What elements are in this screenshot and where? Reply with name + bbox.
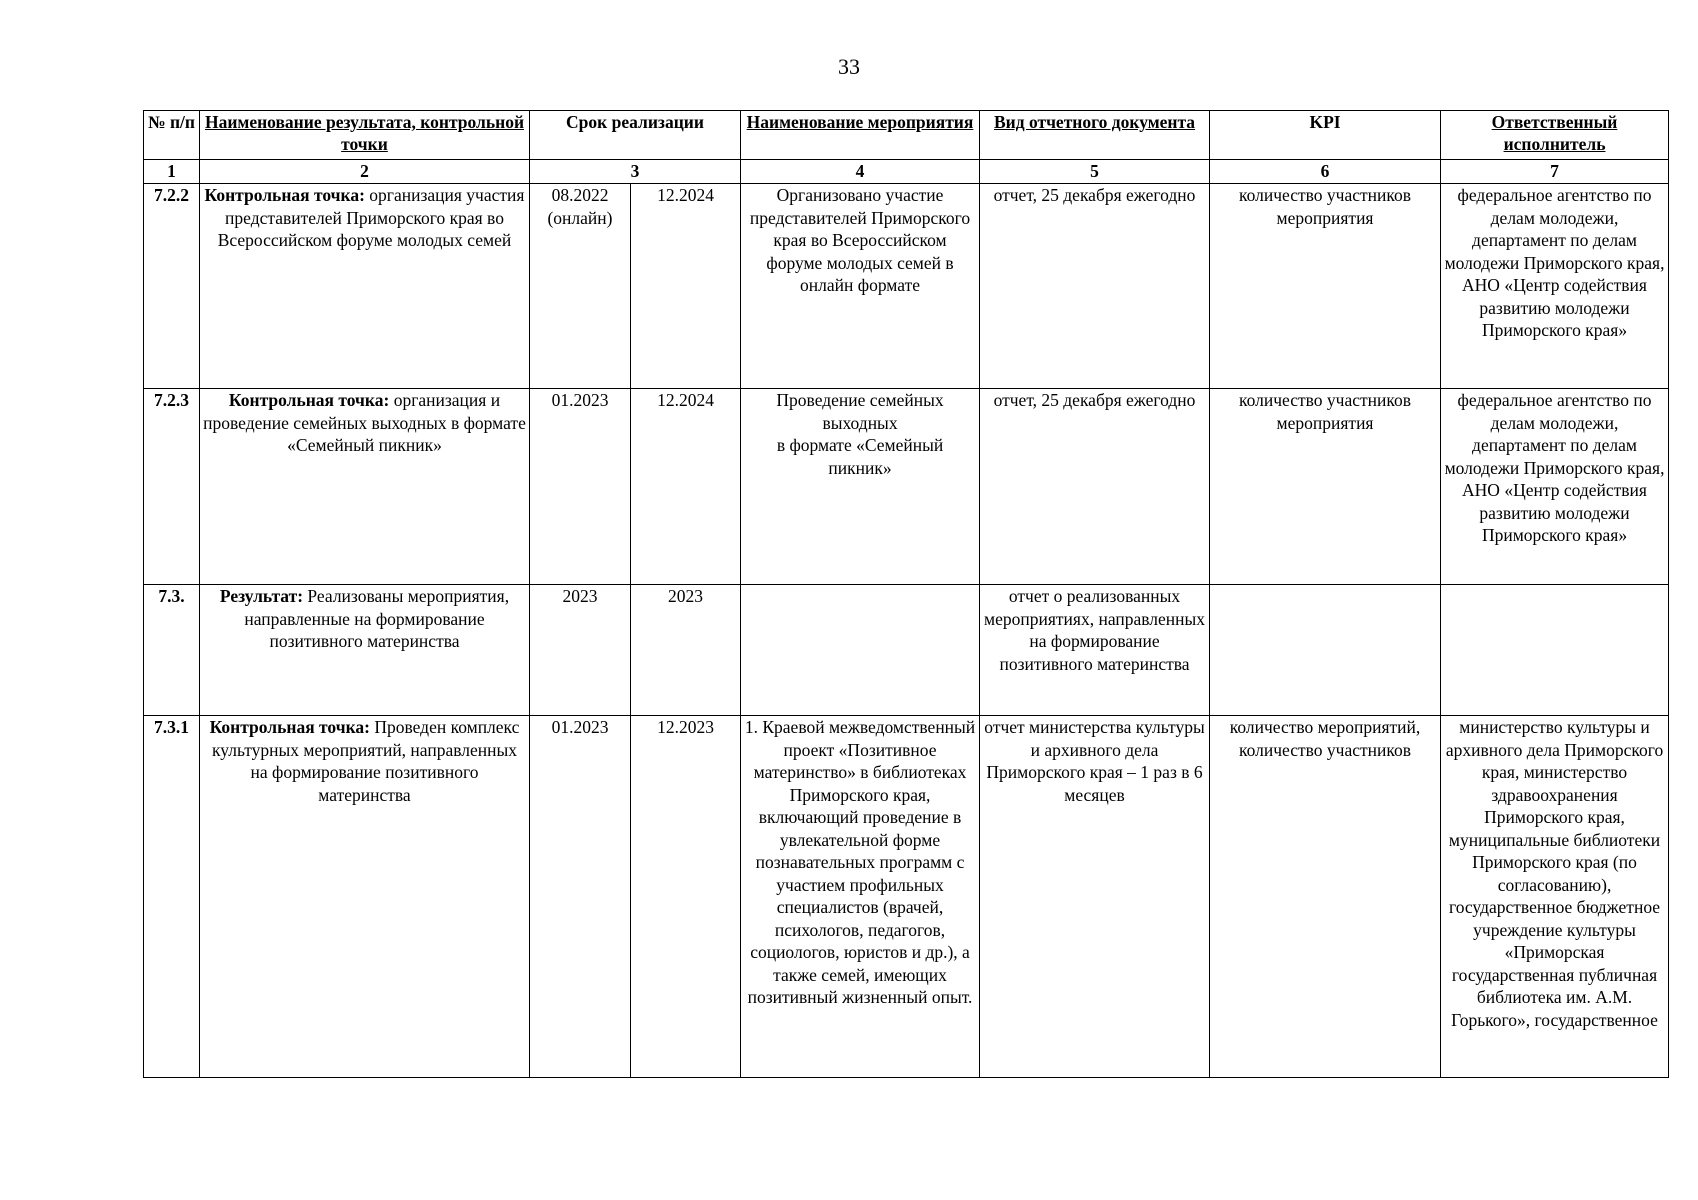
event-cell: Проведение семейных выходных в формате «Семейный пикник» bbox=[741, 389, 980, 585]
result-text: организация и проведение семейных выходных в формате «Семейный пикник» bbox=[203, 390, 526, 455]
column-number-2: 2 bbox=[200, 160, 530, 184]
end-date: 12.2024 bbox=[631, 184, 741, 389]
header-term: Срок реализации bbox=[530, 111, 741, 160]
column-number-5: 5 bbox=[980, 160, 1210, 184]
responsible-cell bbox=[1441, 585, 1669, 716]
kpi-cell bbox=[1210, 585, 1441, 716]
row-number: 7.3.1 bbox=[144, 716, 200, 1078]
start-date: 01.2023 bbox=[530, 716, 631, 1078]
start-date: 2023 bbox=[530, 585, 631, 716]
table-row bbox=[144, 716, 1669, 1078]
kpi-cell: количество участников мероприятия bbox=[1210, 389, 1441, 585]
column-number-7: 7 bbox=[1441, 160, 1669, 184]
report-cell: отчет о реализованных мероприятиях, направленных на формирование позитивного материнства bbox=[980, 585, 1210, 716]
kpi-cell: количество мероприятий, количество участников bbox=[1210, 716, 1441, 1078]
report-cell: отчет, 25 декабря ежегодно bbox=[980, 184, 1210, 389]
responsible-cell: федеральное агентство по делам молодежи, департамент по делам молодежи Приморского края, АНО «Центр содействия развитию молодежи Приморского края» bbox=[1441, 389, 1669, 585]
header-report bbox=[980, 111, 1210, 160]
header-result bbox=[200, 111, 530, 160]
row-number: 7.2.3 bbox=[144, 389, 200, 585]
end-date: 12.2024 bbox=[631, 389, 741, 585]
page-number: 33 bbox=[838, 54, 860, 79]
end-date: 2023 bbox=[631, 585, 741, 716]
header-kpi: KPI bbox=[1210, 111, 1441, 160]
header-event bbox=[741, 111, 980, 160]
responsible-cell: федеральное агентство по делам молодежи, департамент по делам молодежи Приморского края, АНО «Центр содействия развитию молодежи Приморского края» bbox=[1441, 184, 1669, 389]
result-text: Проведен комплекс культурных мероприятий, направленных на формирование позитивного материнства bbox=[211, 717, 520, 805]
event-cell: Организовано участие представителей Приморского края во Всероссийском форуме молодых семей в онлайн формате bbox=[741, 184, 980, 389]
row-number: 7.2.2 bbox=[144, 184, 200, 389]
event-cell bbox=[741, 585, 980, 716]
end-date: 12.2023 bbox=[631, 716, 741, 1078]
table-row bbox=[144, 585, 1669, 716]
result-label: Контрольная точка: bbox=[228, 390, 390, 410]
header-responsible-label: Ответственный исполнитель bbox=[1491, 112, 1618, 154]
responsible-cell: министерство культуры и архивного дела Приморского края, министерство здравоохранения Приморского края, муниципальные библиотеки Приморского края (по согласованию), государственное бюджетное учреждение культуры «Приморская государственная публичная библиотека им. А.М. Горького», государственное bbox=[1441, 716, 1669, 1078]
header-event-label: Наименование мероприятия bbox=[746, 112, 974, 132]
header-row bbox=[144, 111, 1669, 160]
result-label: Результат: bbox=[219, 586, 304, 606]
result-cell bbox=[200, 585, 530, 716]
start-date: 08.2022 (онлайн) bbox=[530, 184, 631, 389]
kpi-cell: количество участников мероприятия bbox=[1210, 184, 1441, 389]
header-responsible bbox=[1441, 111, 1669, 160]
header-result-label: Наименование результата, контрольной точки bbox=[204, 112, 525, 154]
table-row bbox=[144, 184, 1669, 389]
result-text: Реализованы мероприятия, направленные на формирование позитивного материнства bbox=[244, 586, 510, 651]
header-report-label: Вид отчетного документа bbox=[993, 112, 1196, 132]
result-cell bbox=[200, 389, 530, 585]
report-cell: отчет, 25 декабря ежегодно bbox=[980, 389, 1210, 585]
event-cell: 1. Краевой межведомственный проект «Позитивное материнство» в библиотеках Приморского края, включающий проведение в увлекательной форме познавательных программ с участием профильных специалистов (врачей, психологов, педагогов, социологов, юристов и др.), а также семей, имеющих позитивный жизненный опыт. bbox=[741, 716, 980, 1078]
column-numbers-row bbox=[144, 160, 1669, 184]
column-number-4: 4 bbox=[741, 160, 980, 184]
column-number-6: 6 bbox=[1210, 160, 1441, 184]
result-cell bbox=[200, 184, 530, 389]
result-text: организация участия представителей Приморского края во Всероссийском форуме молодых семей bbox=[217, 185, 525, 250]
start-date: 01.2023 bbox=[530, 389, 631, 585]
header-num: № п/п bbox=[144, 111, 200, 160]
result-cell bbox=[200, 716, 530, 1078]
row-number: 7.3. bbox=[144, 585, 200, 716]
column-number-3: 3 bbox=[530, 160, 741, 184]
plan-table bbox=[143, 110, 1669, 1078]
column-number-1: 1 bbox=[144, 160, 200, 184]
table-row bbox=[144, 389, 1669, 585]
result-label: Контрольная точка: bbox=[209, 717, 370, 737]
report-cell: отчет министерства культуры и архивного дела Приморского края – 1 раз в 6 месяцев bbox=[980, 716, 1210, 1078]
result-label: Контрольная точка: bbox=[204, 185, 365, 205]
